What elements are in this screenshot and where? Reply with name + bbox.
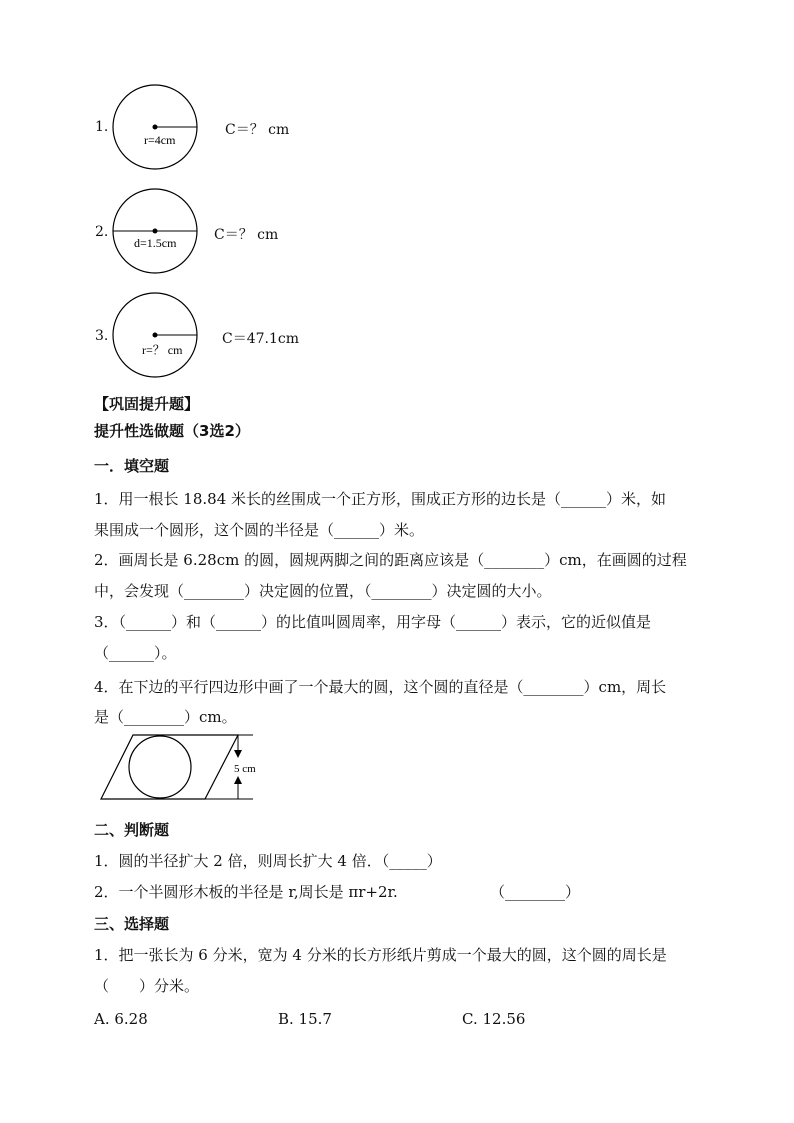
choice-option-b: B. 15.7 xyxy=(278,1010,332,1028)
circle-3-label: r=？ cm xyxy=(142,343,183,357)
parallelogram xyxy=(101,735,238,799)
circle-1-number: 1. xyxy=(95,119,109,135)
choice-option-c: C. 12.56 xyxy=(462,1010,526,1028)
circle-2-formula: C＝？ cm xyxy=(214,227,279,243)
judge-heading: 二、判断题 xyxy=(94,821,170,839)
fill-q1-line2: 果围成一个圆形，这个圆的半径是（______）米。 xyxy=(94,521,425,539)
judge-q2-blank: （________） xyxy=(490,883,581,901)
circle-2-figure xyxy=(110,188,200,278)
circle-1-label: r=4cm xyxy=(144,133,176,147)
fill-heading: 一．填空题 xyxy=(94,457,170,475)
choice-heading: 三、选择题 xyxy=(94,915,170,933)
judge-q1: 1．圆的半径扩大 2 倍，则周长扩大 4 倍．（_____） xyxy=(94,852,442,870)
parallelogram-figure xyxy=(98,732,278,804)
arrow-up-head xyxy=(234,776,242,784)
fill-q2-line2: 中，会发现（________）决定圆的位置，（________）决定圆的大小。 xyxy=(94,582,552,600)
circle-3-figure xyxy=(110,291,200,381)
height-label: 5 cm xyxy=(234,763,256,775)
circle-2-number: 2. xyxy=(95,224,109,240)
circle-1-formula: C＝？ cm xyxy=(225,122,290,138)
circle-2-label: d=1.5cm xyxy=(134,236,177,250)
circle-1-center xyxy=(153,125,158,130)
circle-3-number: 3. xyxy=(95,328,109,344)
fill-q4-line2: 是（________）cm。 xyxy=(94,708,237,726)
circle-2-center xyxy=(153,229,158,234)
circle-3-center xyxy=(153,333,158,338)
subtitle: 提升性选做题（3选2） xyxy=(94,422,250,440)
inscribed-circle xyxy=(129,736,191,798)
arrow-down-head xyxy=(234,750,242,758)
judge-q2: 2．一个半圆形木板的半径是 r,周长是 πr+2r. xyxy=(94,883,398,901)
choice-q1-line2: （ ）分米。 xyxy=(94,977,200,995)
circle-1-figure xyxy=(110,84,200,174)
choice-q1-line1: 1．把一张长为 6 分米，宽为 4 分米的长方形纸片剪成一个最大的圆，这个圆的周长是 xyxy=(94,946,667,964)
fill-q3-line2: （______）。 xyxy=(94,644,177,662)
choice-option-a: A. 6.28 xyxy=(94,1010,148,1028)
section-title: 【巩固提升题】 xyxy=(94,395,200,413)
fill-q3-line1: 3．（______）和（______）的比值叫圆周率，用字母（______）表示，它的近似值是 xyxy=(94,613,652,631)
fill-q4-line1: 4．在下边的平行四边形中画了一个最大的圆，这个圆的直径是（________）cm，周长 xyxy=(94,678,667,696)
fill-q2-line1: 2．画周长是 6.28cm 的圆，圆规两脚之间的距离应该是（________）cm，在画圆的过程 xyxy=(94,551,687,569)
fill-q1-line1: 1．用一根长 18.84 米长的丝围成一个正方形，围成正方形的边长是（______）米，如 xyxy=(94,490,667,508)
circle-3-formula: C＝47.1cm xyxy=(222,331,299,347)
